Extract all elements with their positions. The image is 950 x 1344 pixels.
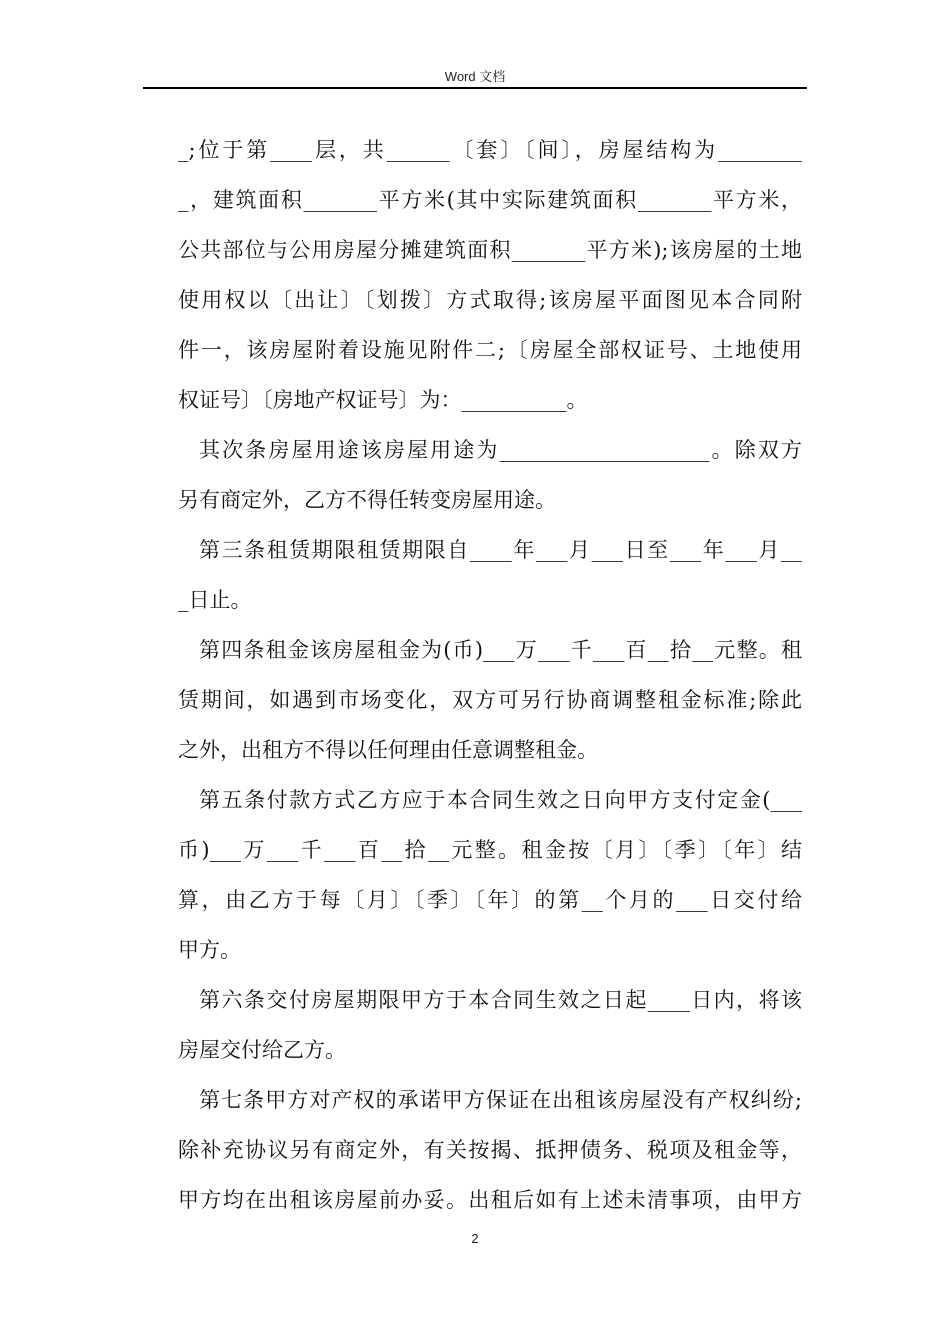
text-line: 另有商定外，乙方不得任转变房屋用途。 [178,488,556,512]
text-line: _日止。 [178,588,252,612]
text-line: 赁期间，如遇到市场变化，双方可另行协商调整租金标准;除此 [178,688,802,712]
text-line: 之外，出租方不得以任何理由任意调整租金。 [178,738,598,762]
article-3-line: 第三条租赁期限租赁期限自____年___月___日至___年___月__ [199,538,802,562]
text-line: 甲方。 [178,938,241,962]
page-number: 2 [471,1231,479,1246]
text-line: 使用权以〔出让〕〔划拨〕方式取得;该房屋平面图见本合同附 [178,288,802,312]
text-line: 甲方均在出租该房屋前办妥。出租后如有上述未清事项，由甲方 [178,1188,802,1212]
text-line: _;位于第____层，共______〔套〕〔间〕，房屋结构为________ [178,138,802,162]
text-line: 权证号〕〔房地产权证号〕为：__________。 [178,388,588,412]
text-line: 算，由乙方于每〔月〕〔季〕〔年〕的第__个月的___日交付给 [178,888,802,912]
text-line: _，建筑面积_______平方米(其中实际建筑面积_______平方米， [178,188,802,212]
article-5-line: 第五条付款方式乙方应于本合同生效之日向甲方支付定金(___ [199,788,802,812]
text-line: 房屋交付给乙方。 [178,1038,346,1062]
article-7-line: 第七条甲方对产权的承诺甲方保证在出租该房屋没有产权纠纷; [199,1088,802,1112]
header-rule [143,87,807,89]
article-4-line: 第四条租金该房屋租金为(币)___万___千___百__拾__元整。租 [199,638,802,662]
text-line: 除补充协议另有商定外，有关按揭、抵押债务、税项及租金等， [178,1138,802,1162]
text-line: 件一，该房屋附着设施见附件二;〔房屋全部权证号、土地使用 [178,338,802,362]
article-6-line: 第六条交付房屋期限甲方于本合同生效之日起____日内，将该 [199,988,802,1012]
article-2-line: 其次条房屋用途该房屋用途为____________________。除双方 [199,438,802,462]
text-line: 公共部位与公用房屋分摊建筑面积_______平方米);该房屋的土地 [178,238,802,262]
page-header: Word 文档 [444,69,506,84]
document-body [178,125,802,1225]
text-line: 币)___万___千___百__拾__元整。租金按〔月〕〔季〕〔年〕结 [178,838,802,862]
